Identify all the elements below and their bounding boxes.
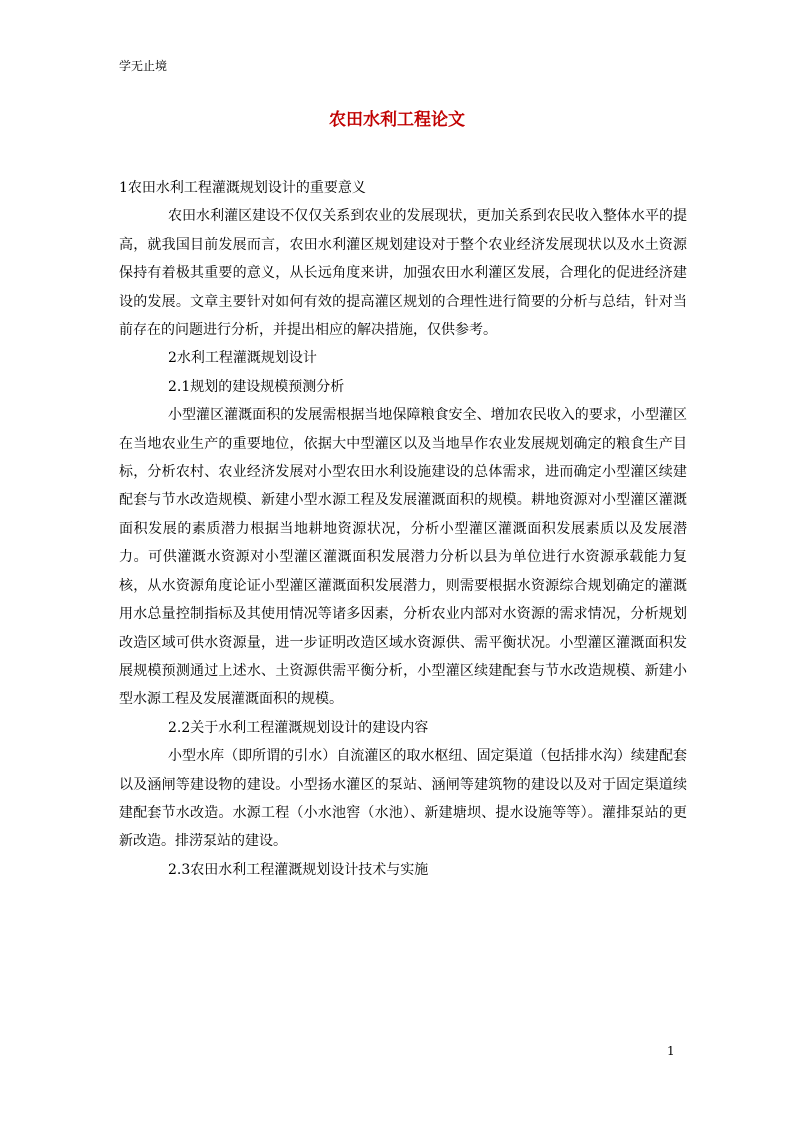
paragraph-construction-content: 小型水库（即所谓的引水）自流灌区的取水枢纽、固定渠道（包括排水沟）续建配套以及涵闸等建设物的建设。小型扬水灌区的泵站、涵闸等建筑物的建设以及对于固定渠道续建配套节水改造。水源工程（小水池窖（水池）、新建塘坝、提水设施等等）。灌排泵站的更新改造。排涝泵站的建设。	[119, 748, 687, 850]
document-body	[119, 174, 687, 884]
paragraph-significance: 农田水利灌区建设不仅仅关系到农业的发展现状，更加关系到农民收入整体水平的提高，就我国目前发展而言，农田水利灌区规划建设对于整个农业经济发展现状以及水土资源保持有着极其重要的意义，从长远角度来讲，加强农田水利灌区发展，合理化的促进经济建设的发展。文章主要针对如何有效的提高灌区规划的合理性进行简要的分析与总结，针对当前存在的问题进行分析，并提出相应的解决措施，仅供参考。	[119, 208, 687, 339]
section-heading-1: 1农田水利工程灌溉规划设计的重要意义	[119, 180, 366, 196]
section-heading-2: 2水利工程灌溉规划设计	[168, 350, 317, 367]
subsection-heading-2-1: 2.1规划的建设规模预测分析	[168, 378, 345, 395]
page-number: 1	[667, 1044, 675, 1058]
subsection-heading-2-2: 2.2关于水利工程灌溉规划设计的建设内容	[168, 719, 429, 736]
page-header: 学无止境	[119, 59, 168, 73]
paragraph-scale-forecast: 小型灌区灌溉面积的发展需根据当地保障粮食安全、增加农民收入的要求，小型灌区在当地农业生产的重要地位，依据大中型灌区以及当地旱作农业发展规划确定的粮食生产目标，分析农村、农业经济发展对小型农田水利设施建设的总体需求，进而确定小型灌区续建配套与节水改造规模、新建小型水源工程及发展灌溉面积的规模。耕地资源对小型灌区灌溉面积发展的素质潜力根据当地耕地资源状况，分析小型灌区灌溉面积发展素质以及发展潜力。可供灌溉水资源对小型灌区灌溉面积发展潜力分析以县为单位进行水资源承载能力复核，从水资源角度论证小型灌区灌溉面积发展潜力，则需要根据水资源综合规划确定的灌溉用水总量控制指标及其使用情况等诸多因素，分析农业内部对水资源的需求情况，分析规划改造区域可供水资源量，进一步证明改造区域水资源供、需平衡状况。小型灌区灌溉面积发展规模预测通过上述水、土资源供需平衡分析，小型灌区续建配套与节水改造规模、新建小型水源工程及发展灌溉面积的规模。	[119, 407, 687, 708]
document-title: 农田水利工程论文	[329, 110, 465, 130]
subsection-heading-2-3: 2.3农田水利工程灌溉规划设计技术与实施	[168, 861, 429, 878]
